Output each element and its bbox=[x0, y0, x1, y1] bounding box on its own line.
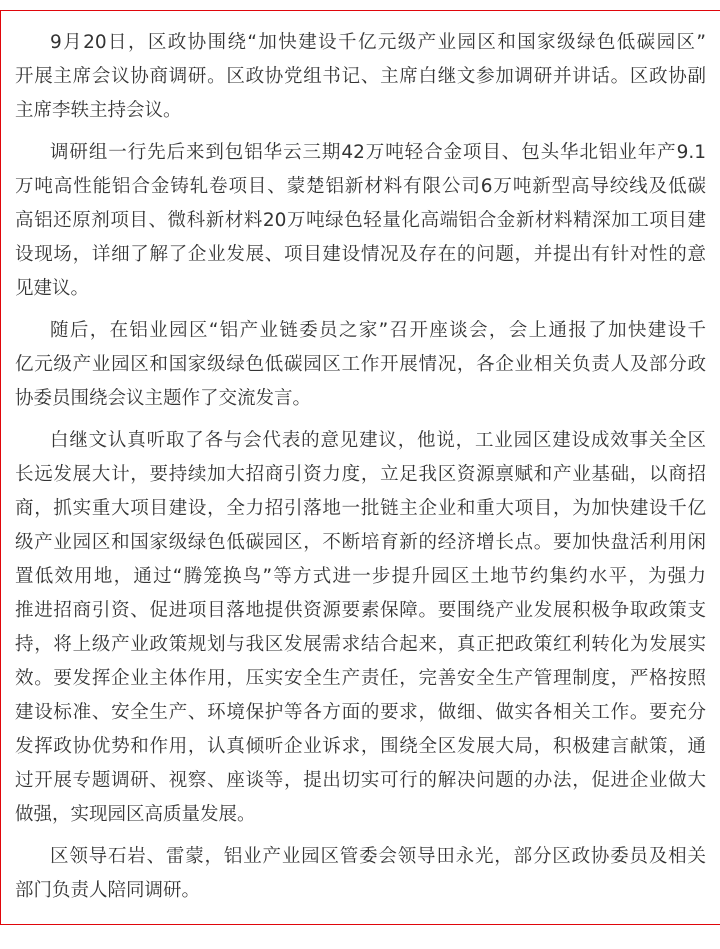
paragraph-line: 效。要发挥企业主体作用，压实安全生产责任，完善安全生产管理制度，严格按照 bbox=[15, 668, 706, 689]
paragraph bbox=[15, 840, 706, 908]
paragraph bbox=[15, 26, 706, 128]
paragraph-line: 调研组一行先后来到包铝华云三期42万吨轻合金项目、包头华北铝业年产9.1 bbox=[50, 142, 706, 163]
paragraph-line: 随后，在铝业园区“铝产业链委员之家”召开座谈会，会上通报了加快建设千 bbox=[50, 320, 706, 341]
paragraph-line: 白继文认真听取了各与会代表的意见建议，他说，工业园区建设成效事关全区 bbox=[50, 430, 706, 451]
paragraph-line: 9月20日，区政协围绕“加快建设千亿元级产业园区和国家级绿色低碳园区” bbox=[50, 32, 706, 53]
paragraph-line: 做强，实现园区高质量发展。 bbox=[15, 804, 256, 825]
paragraph-line: 建设标准、安全生产、环境保护等各方面的要求，做细、做实各相关工作。要充分 bbox=[15, 702, 706, 723]
paragraph-line: 万吨高性能铝合金铸轧卷项目、蒙楚铝新材料有限公司6万吨新型高导绞线及低碳 bbox=[15, 176, 706, 197]
paragraph bbox=[15, 314, 706, 416]
paragraph bbox=[15, 424, 706, 832]
paragraph-line: 亿元级产业园区和国家级绿色低碳园区工作开展情况，各企业相关负责人及部分政 bbox=[15, 354, 706, 375]
paragraph-line: 发挥政协优势和作用，认真倾听企业诉求，围绕全区发展大局，积极建言献策，通 bbox=[15, 736, 706, 757]
paragraph-line: 过开展专题调研、视察、座谈等，提出切实可行的解决问题的办法，促进企业做大 bbox=[15, 770, 706, 791]
paragraph-line: 协委员围绕会议主题作了交流发言。 bbox=[15, 388, 312, 409]
paragraph-line: 开展主席会议协商调研。区政协党组书记、主席白继文参加调研并讲话。区政协副 bbox=[15, 66, 706, 87]
paragraph-line: 部门负责人陪同调研。 bbox=[15, 880, 201, 901]
paragraph-line: 商，抓实重大项目建设，全力招引落地一批链主企业和重大项目，为加快建设千亿 bbox=[15, 498, 706, 519]
paragraph-line: 持，将上级产业政策规划与我区发展需求结合起来，真正把政策红利转化为发展实 bbox=[15, 634, 706, 655]
paragraph-line: 长远发展大计，要持续加大招商引资力度，立足我区资源禀赋和产业基础，以商招 bbox=[15, 464, 706, 485]
paragraph-line: 设现场，详细了解了企业发展、项目建设情况及存在的问题，并提出有针对性的意 bbox=[15, 244, 706, 265]
paragraph-line: 置低效用地，通过“腾笼换鸟”等方式进一步提升园区土地节约集约水平，为强力 bbox=[15, 566, 706, 587]
paragraph-line: 推进招商引资、促进项目落地提供资源要素保障。要围绕产业发展积极争取政策支 bbox=[15, 600, 706, 621]
paragraph-line: 级产业园区和国家级绿色低碳园区，不断培育新的经济增长点。要加快盘活利用闲 bbox=[15, 532, 706, 553]
article-body bbox=[15, 26, 706, 916]
paragraph-line: 区领导石岩、雷蒙，铝业产业园区管委会领导田永光，部分区政协委员及相关 bbox=[50, 846, 706, 867]
paragraph bbox=[15, 136, 706, 306]
paragraph-line: 见建议。 bbox=[15, 278, 90, 299]
paragraph-line: 高铝还原剂项目、微科新材料20万吨绿色轻量化高端铝合金新材料精深加工项目建 bbox=[15, 210, 706, 231]
paragraph-line: 主席李轶主持会议。 bbox=[15, 100, 182, 121]
